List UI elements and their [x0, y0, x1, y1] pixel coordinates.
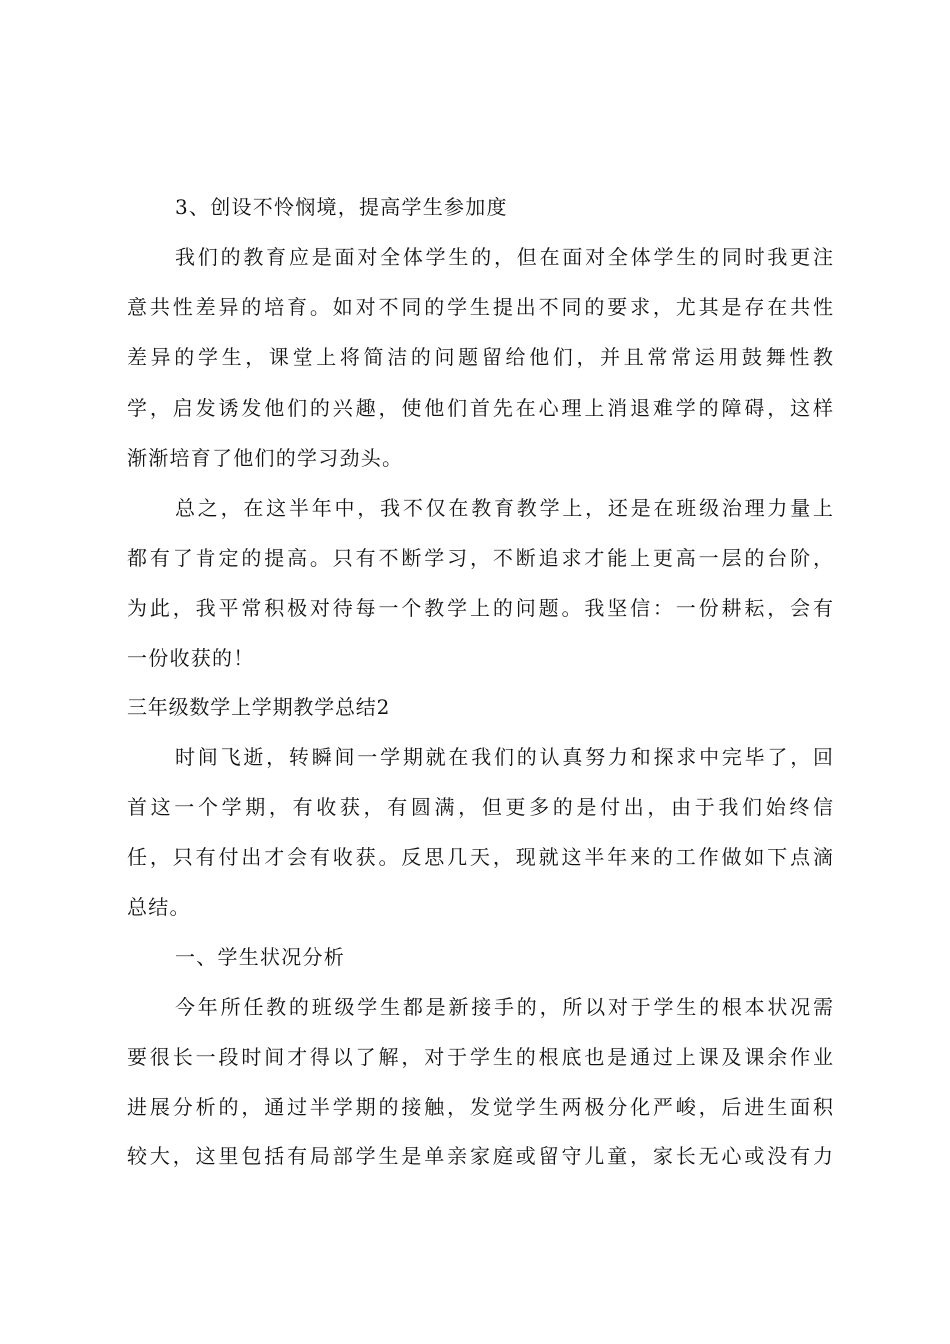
section-heading: 一、学生状况分析	[175, 945, 345, 969]
document-title: 三年级数学上学期教学总结2	[127, 695, 391, 719]
paragraph-line: 总结。	[127, 895, 191, 919]
paragraph-line: 学，启发诱发他们的兴趣，使他们首先在心理上消退难学的障碍，这样	[127, 396, 833, 420]
paragraph-line: 都有了肯定的提高。只有不断学习，不断追求才能上更高一层的台阶，	[127, 546, 833, 570]
paragraph-line: 进展分析的，通过半学期的接触，发觉学生两极分化严峻，后进生面积	[127, 1095, 833, 1119]
paragraph-line: 要很长一段时间才得以了解，对于学生的根底也是通过上课及课余作业	[127, 1045, 833, 1069]
paragraph-line: 为此，我平常积极对待每一个教学上的问题。我坚信：一份耕耘，会有	[127, 596, 833, 620]
paragraph-line: 差异的学生，课堂上将简洁的问题留给他们，并且常常运用鼓舞性教	[127, 345, 833, 369]
paragraph-line: 首这一个学期，有收获，有圆满，但更多的是付出，由于我们始终信	[127, 795, 833, 819]
paragraph-line: 任，只有付出才会有收获。反思几天，现就这半年来的工作做如下点滴	[127, 845, 833, 869]
paragraph-line: 时间飞逝，转瞬间一学期就在我们的认真努力和探求中完毕了，回	[175, 745, 833, 769]
paragraph-line: 总之，在这半年中，我不仅在教育教学上，还是在班级治理力量上	[175, 496, 833, 520]
paragraph-line: 意共性差异的培育。如对不同的学生提出不同的要求，尤其是存在共性	[127, 295, 833, 319]
paragraph-line: 较大，这里包括有局部学生是单亲家庭或留守儿童，家长无心或没有力	[127, 1144, 833, 1168]
paragraph-line: 渐渐培育了他们的学习劲头。	[127, 446, 404, 470]
paragraph-line: 我们的教育应是面对全体学生的，但在面对全体学生的同时我更注	[175, 245, 833, 269]
paragraph-line: 今年所任教的班级学生都是新接手的，所以对于学生的根本状况需	[175, 995, 833, 1019]
paragraph-line: 一份收获的！	[127, 646, 255, 670]
section-heading: 3、创设不怜悯境，提高学生参加度	[175, 195, 508, 219]
